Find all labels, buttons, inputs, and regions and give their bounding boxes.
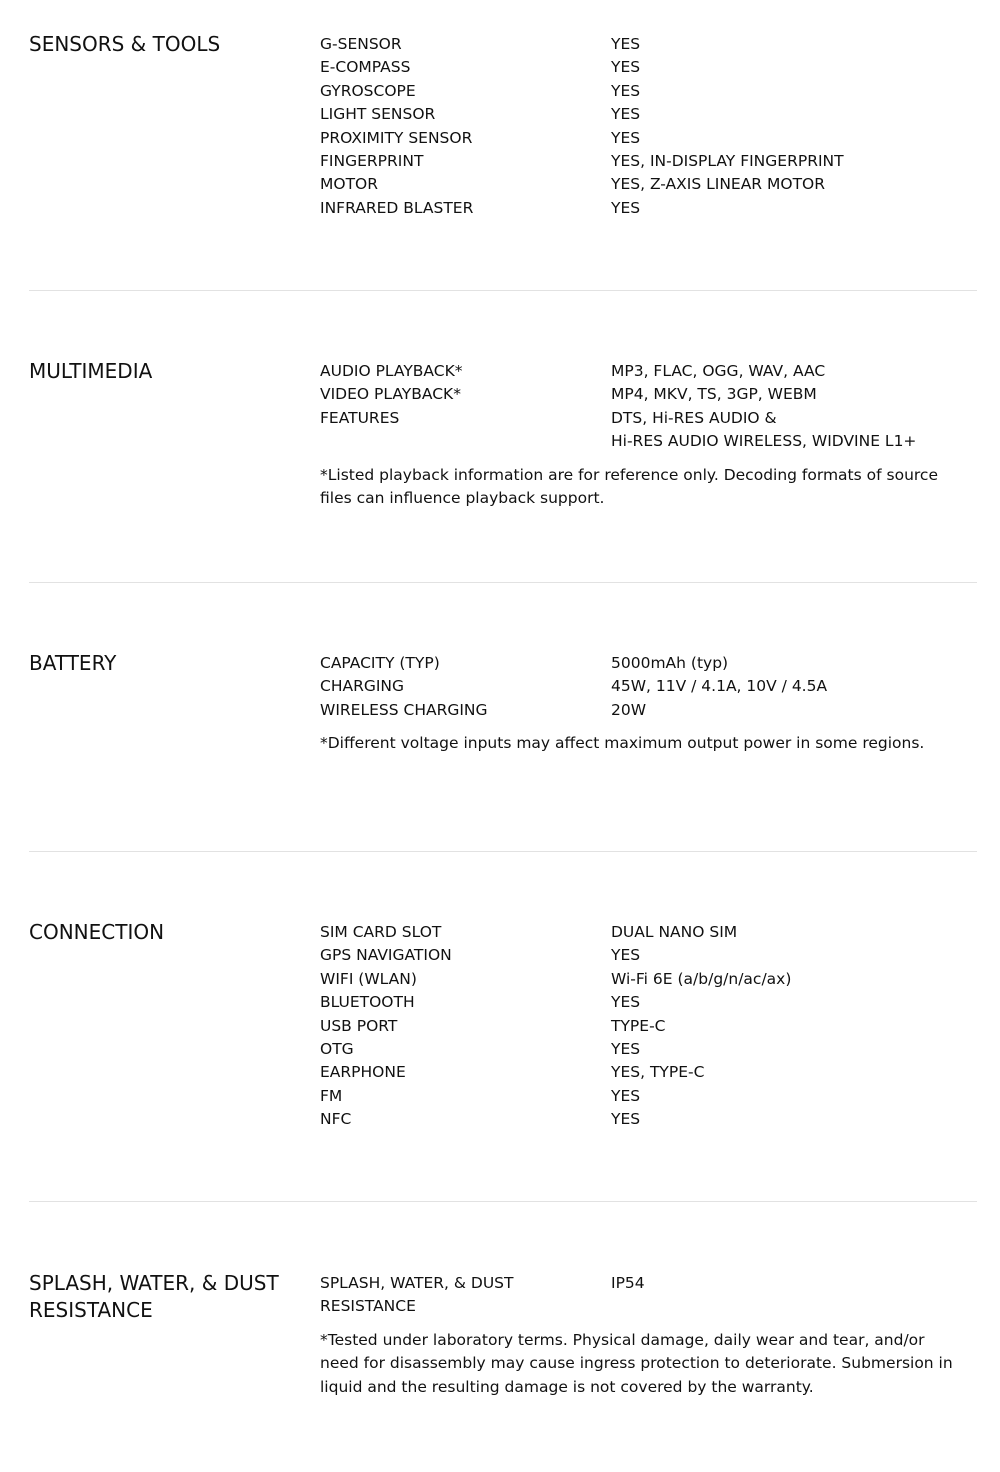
spec-row (320, 1272, 970, 1319)
spec-row (320, 699, 970, 722)
spec-label: NFC (320, 1110, 352, 1129)
spec-value: YES (611, 35, 641, 53)
spec-row (320, 150, 970, 173)
spec-label: FINGERPRINT (320, 152, 424, 171)
spec-value: IP54 (611, 1274, 645, 1292)
spec-label: CHARGING (320, 677, 405, 696)
section-title: SENSORS & TOOLS (29, 32, 221, 56)
spec-list (320, 33, 970, 220)
spec-value: DTS, Hi-RES AUDIO & Hi-RES AUDIO WIRELESS, WIDVINE L1+ (611, 408, 917, 451)
spec-value: TYPE-C (611, 1016, 666, 1035)
section-title: BATTERY (29, 651, 117, 675)
spec-list (320, 1272, 970, 1399)
spec-value: DUAL NANO SIM (611, 923, 738, 941)
spec-label: LIGHT SENSOR (320, 105, 436, 124)
spec-label: SPLASH, WATER, & DUST RESISTANCE (320, 1274, 514, 1316)
spec-row (320, 33, 970, 56)
spec-label: MOTOR (320, 175, 379, 194)
spec-row (320, 1038, 970, 1061)
spec-value: YES (611, 105, 641, 124)
spec-value: YES (611, 1086, 641, 1105)
spec-row (320, 1015, 970, 1038)
section-divider (29, 582, 977, 583)
spec-label: INFRARED BLASTER (320, 198, 474, 217)
spec-label: VIDEO PLAYBACK* (320, 385, 461, 404)
section-title: CONNECTION (29, 920, 165, 944)
spec-value: YES (611, 1040, 641, 1059)
spec-list (320, 652, 970, 756)
spec-value: YES, IN-DISPLAY FINGERPRINT (611, 152, 844, 171)
spec-value: YES (611, 81, 641, 100)
spec-value: YES (611, 946, 641, 965)
spec-label: SIM CARD SLOT (320, 923, 442, 941)
spec-label: USB PORT (320, 1016, 398, 1035)
spec-row (320, 1061, 970, 1084)
spec-list (320, 360, 970, 510)
spec-value: YES, TYPE-C (611, 1063, 705, 1082)
spec-label: GYROSCOPE (320, 81, 416, 100)
spec-row (320, 991, 970, 1014)
spec-label: PROXIMITY SENSOR (320, 128, 473, 147)
spec-value: YES (611, 128, 641, 147)
spec-value: MP3, FLAC, OGG, WAV, AAC (611, 362, 826, 380)
spec-value: YES, Z-AXIS LINEAR MOTOR (611, 175, 826, 194)
spec-label: FEATURES (320, 408, 400, 427)
spec-value: 45W, 11V / 4.1A, 10V / 4.5A (611, 677, 828, 696)
section-divider (29, 851, 977, 852)
section-title: SPLASH, WATER, & DUST RESISTANCE (29, 1271, 279, 1322)
spec-value: YES (611, 993, 641, 1012)
spec-row (320, 103, 970, 126)
spec-value: MP4, MKV, TS, 3GP, WEBM (611, 385, 817, 404)
spec-value: Wi-Fi 6E (a/b/g/n/ac/ax) (611, 969, 792, 988)
spec-label: EARPHONE (320, 1063, 406, 1082)
spec-label: FM (320, 1086, 343, 1105)
spec-label: BLUETOOTH (320, 993, 415, 1012)
spec-row (320, 360, 970, 383)
spec-label: GPS NAVIGATION (320, 946, 452, 965)
spec-value: 5000mAh (typ) (611, 654, 729, 672)
spec-row (320, 383, 970, 406)
spec-row (320, 921, 970, 944)
section-divider (29, 1201, 977, 1202)
section-title: MULTIMEDIA (29, 359, 153, 383)
spec-row (320, 56, 970, 79)
spec-row (320, 407, 970, 454)
footnote: *Tested under laboratory terms. Physical damage, daily wear and tear, and/or need for disassembly may cause ingress protection to deteriorate. Submersion in liquid and the resulting damage is not covered by the warranty. (320, 1330, 953, 1396)
spec-row (320, 127, 970, 150)
spec-row (320, 173, 970, 196)
spec-label: WIRELESS CHARGING (320, 700, 488, 719)
spec-row (320, 80, 970, 103)
section-divider (29, 290, 977, 291)
footnote: *Listed playback information are for reference only. Decoding formats of source files can influence playback support. (320, 465, 938, 508)
spec-row (320, 197, 970, 220)
spec-row (320, 968, 970, 991)
spec-row (320, 675, 970, 698)
spec-row (320, 944, 970, 967)
spec-value: 20W (611, 700, 647, 719)
spec-label: AUDIO PLAYBACK* (320, 362, 463, 380)
spec-row (320, 1108, 970, 1131)
spec-label: E-COMPASS (320, 58, 411, 77)
footnote: *Different voltage inputs may affect maximum output power in some regions. (320, 734, 925, 753)
spec-label: CAPACITY (TYP) (320, 654, 440, 672)
spec-value: YES (611, 198, 641, 217)
spec-label: OTG (320, 1040, 354, 1059)
spec-value: YES (611, 1110, 641, 1129)
spec-row (320, 1085, 970, 1108)
spec-list (320, 921, 970, 1132)
spec-label: G-SENSOR (320, 35, 402, 53)
spec-row (320, 652, 970, 675)
spec-value: YES (611, 58, 641, 77)
spec-label: WIFI (WLAN) (320, 969, 417, 988)
